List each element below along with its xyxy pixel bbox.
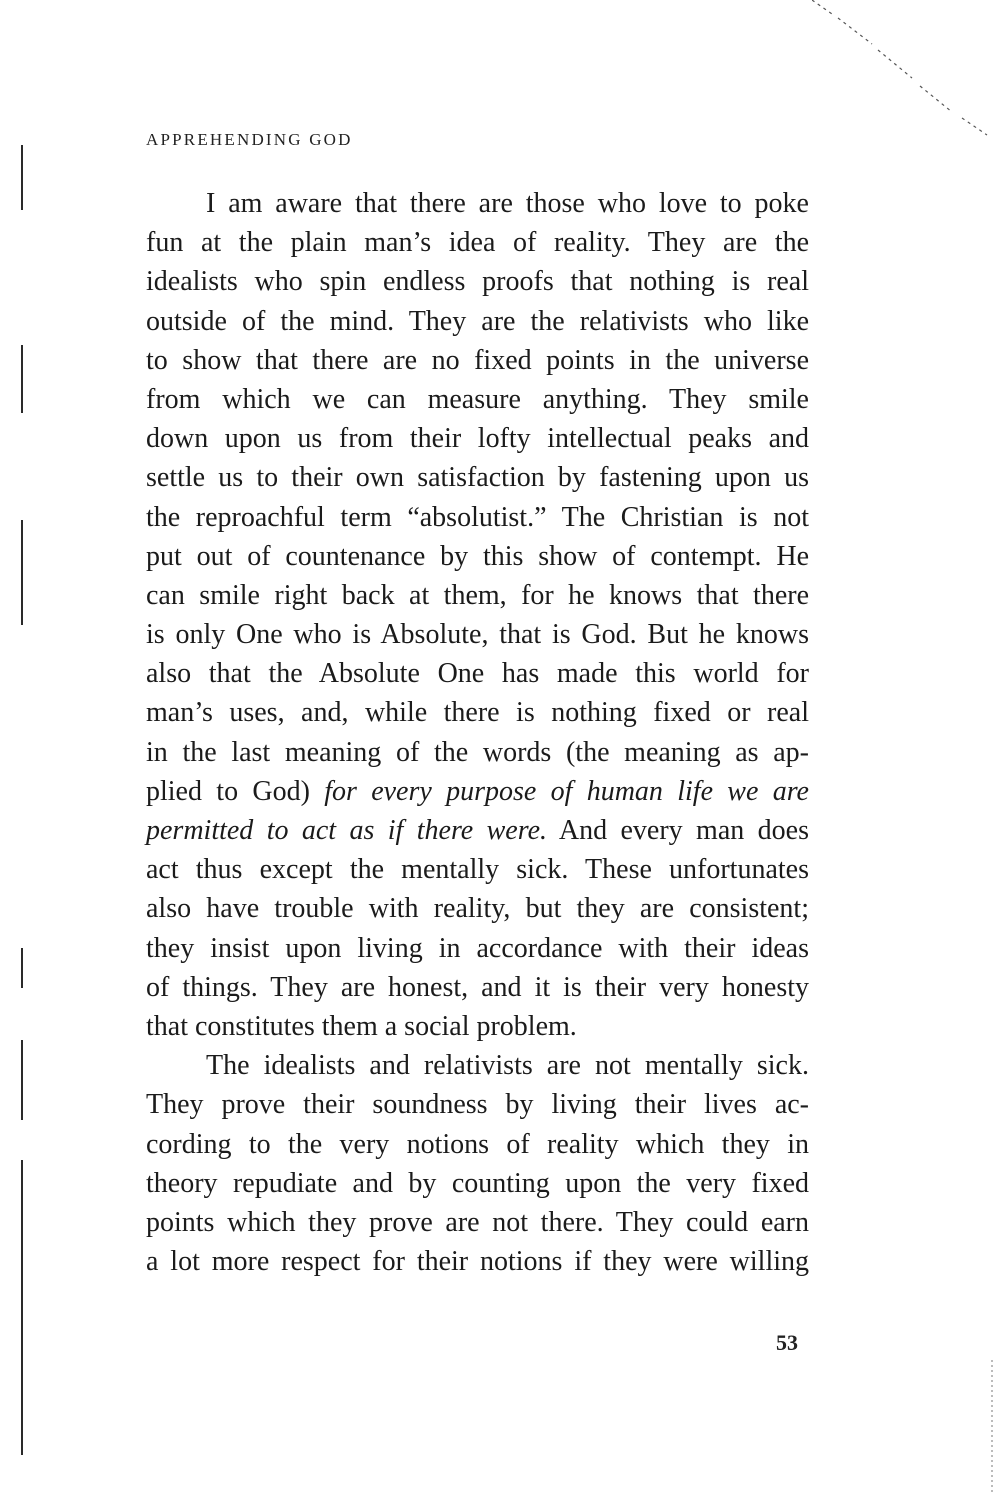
body-text <box>146 184 809 1281</box>
text-line: act thus except the mentally sick. These unfortunates <box>146 854 809 886</box>
text-line: that constitutes them a social problem. <box>146 1010 577 1042</box>
text-line: outside of the mind. They are the relativists who like <box>146 305 809 337</box>
text-line: theory repudiate and by counting upon the very fixed <box>146 1167 809 1199</box>
scan-margin-bar <box>21 948 23 988</box>
text-line: the reproachful term “absolutist.” The Christian is not <box>146 501 809 533</box>
text-line: also that the Absolute One has made this world for <box>146 658 809 690</box>
text-line: I am aware that there are those who love to poke <box>206 188 809 219</box>
text-line: points which they prove are not there. They could earn <box>146 1206 809 1238</box>
italic-emphasis: permitted to act as if there were. <box>146 815 548 846</box>
text-line: also have trouble with reality, but they are consistent; <box>146 893 809 925</box>
text-line: is only One who is Absolute, that is God. But he knows <box>146 619 809 651</box>
running-head: APPREHENDING GOD <box>146 130 353 149</box>
page-number: 53 <box>776 1330 798 1355</box>
text-line: settle us to their own satisfaction by fastening upon us <box>146 462 809 494</box>
text-line: from which we can measure anything. They smile <box>146 383 809 415</box>
text-line: cording to the very notions of reality which they in <box>146 1128 809 1160</box>
text-line: down upon us from their lofty intellectual peaks and <box>146 423 809 455</box>
text-line: They prove their soundness by living their lives ac- <box>146 1089 809 1121</box>
text-line: to show that there are no fixed points in the universe <box>146 344 809 376</box>
text-line: put out of countenance by this show of contempt. He <box>146 540 809 572</box>
text-line: fun at the plain man’s idea of reality. They are the <box>146 227 809 259</box>
text-line: in the last meaning of the words (the meaning as ap- <box>146 736 809 768</box>
text-line: permitted to act as if there were. And every man does <box>146 815 809 846</box>
scan-corner-mark <box>812 0 999 150</box>
scan-margin-bar <box>21 1040 23 1120</box>
text-line: they insist upon living in accordance with their ideas <box>146 932 809 964</box>
scan-margin-bar <box>21 1160 23 1455</box>
scan-margin-bar <box>21 520 23 625</box>
text-line: The idealists and relativists are not mentally sick. <box>206 1050 809 1082</box>
scan-margin-bar <box>21 145 23 210</box>
scan-margin-bar <box>21 345 23 413</box>
text-line: idealists who spin endless proofs that nothing is real <box>146 266 809 298</box>
text-line: of things. They are honest, and it is their very honesty <box>146 971 809 1003</box>
text-line: man’s uses, and, while there is nothing fixed or real <box>146 697 809 729</box>
scan-edge-dots <box>990 1360 994 1492</box>
italic-emphasis: for every purpose of human life we are <box>324 775 809 807</box>
text-line: a lot more respect for their notions if they were willing <box>146 1246 809 1278</box>
text-line: can smile right back at them, for he knows that there <box>146 579 809 611</box>
text-line: plied to God) for every purpose of human life we are <box>146 775 809 807</box>
